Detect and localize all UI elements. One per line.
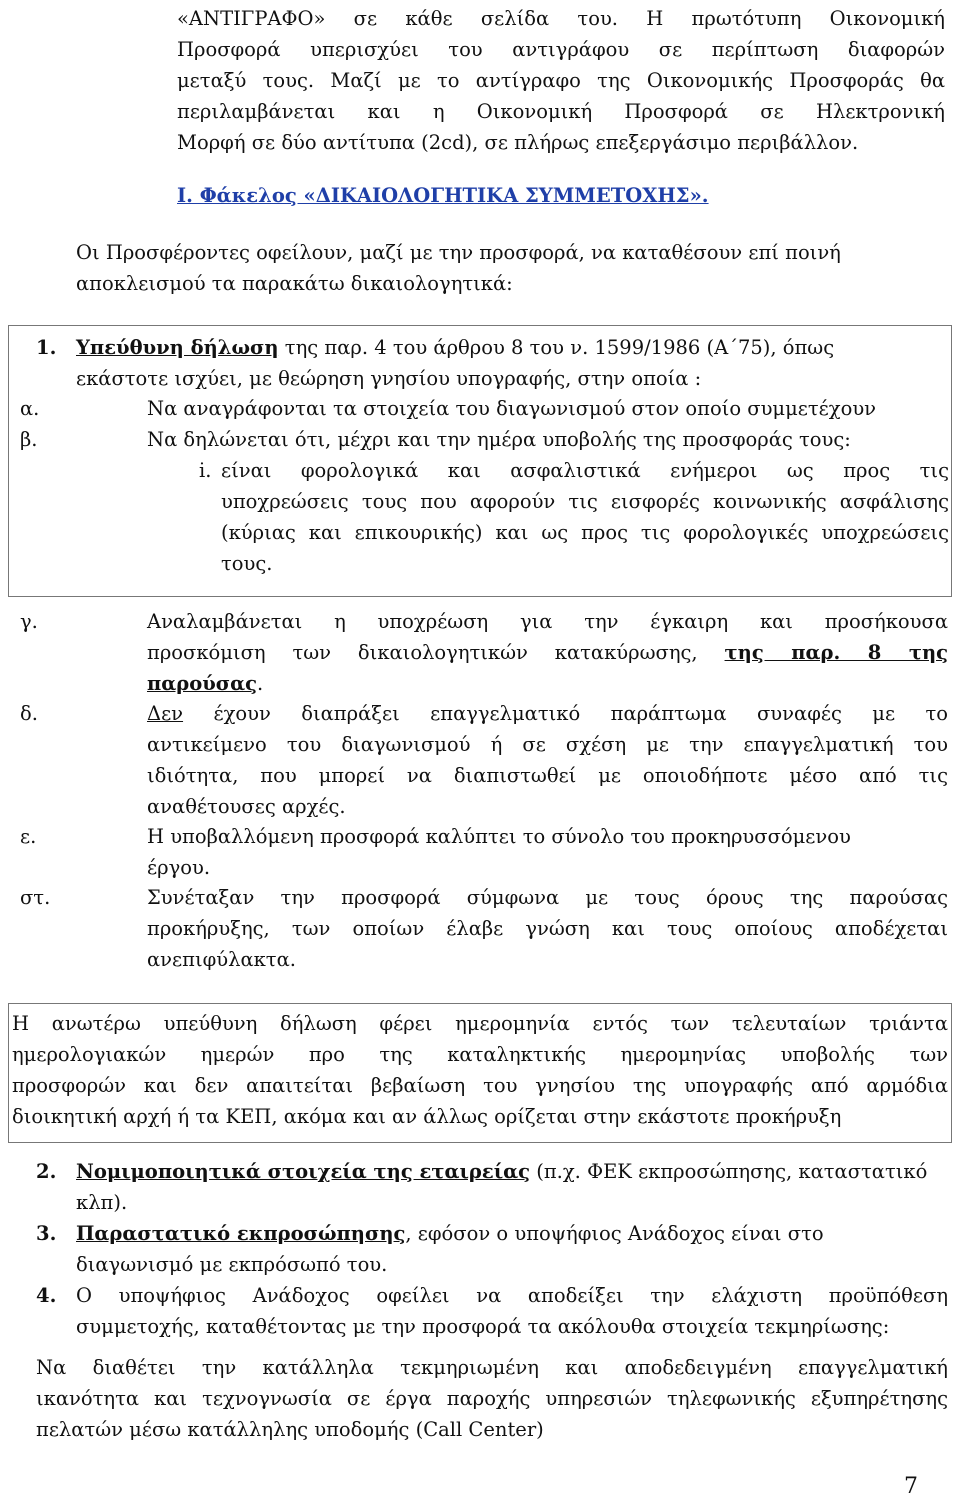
sub-a-text: Να αναγράφονται τα στοιχεία του διαγωνισμού στον οποίο συμμετέχουν	[147, 397, 877, 420]
item-2-line	[76, 1156, 948, 1187]
note-box-bottom-border	[8, 1142, 952, 1143]
note-box-right-border	[951, 1003, 952, 1143]
item-number: 3.	[36, 1222, 57, 1245]
sub-d-text	[147, 698, 948, 822]
box-right-border	[951, 325, 952, 597]
declaration-note-line: διοικητική αρχή ή τα ΚΕΠ, ακόμα και αν άλλως ορίζεται στην εκάστοτε προκήρυξη	[12, 1105, 842, 1128]
sub-st-line: Συνέταξαν την προσφορά σύμφωνα με τους όρους της παρούσας	[147, 886, 948, 909]
sub-e-text	[147, 821, 948, 883]
sub-label: i.	[199, 459, 212, 482]
sub-e-line: έργου.	[147, 856, 211, 879]
sub-c-text	[147, 606, 948, 699]
sub-d-underlined: Δεν	[147, 702, 184, 725]
item-number: 2.	[36, 1160, 57, 1183]
declaration-note-line: Η ανωτέρω υπεύθυνη δήλωση φέρει ημερομηνία εντός των τελευταίων τριάντα	[12, 1012, 948, 1035]
sub-c-line	[147, 637, 948, 668]
item-4-line: συμμετοχής, καταθέτοντας με την προσφορά τα ακόλουθα στοιχεία τεκμηρίωσης:	[76, 1315, 890, 1338]
sub-d-line: αντικείμενο του διαγωνισμού ή σε σχέση με την επαγγελματική του	[147, 733, 948, 756]
sub-st-line: ανεπιφύλακτα.	[147, 948, 296, 971]
sub-label: ε.	[20, 825, 37, 848]
item-1-rest: της παρ. 4 του άρθρου 8 του ν. 1599/1986 (Α΄75), όπως	[278, 336, 835, 359]
item-3-line	[76, 1218, 948, 1249]
item-4	[76, 1280, 948, 1342]
section-intro-line: Οι Προσφέροντες οφείλουν, μαζί με την προσφορά, να καταθέσουν επί ποινή	[76, 241, 841, 264]
sub-label: στ.	[20, 886, 51, 909]
sub-d-line: ιδιότητα, που μπορεί να διαπιστωθεί με οποιοδήποτε μέσο από τις	[147, 764, 948, 787]
sub-d-line: αναθέτουσες αρχές.	[147, 795, 346, 818]
item-2-rest: (π.χ. ΦΕΚ εκπροσώπησης, καταστατικό	[530, 1160, 928, 1183]
note-box-top-border	[8, 1003, 952, 1004]
sub-label: δ.	[20, 702, 38, 725]
intro-line: Προσφορά υπερισχύει του αντιγράφου σε περίπτωση διαφορών	[177, 38, 945, 61]
sub-c-bold-part: της παρ. 8 της	[724, 641, 948, 664]
sub-c-line	[147, 668, 948, 699]
item-2-line: κλπ).	[76, 1191, 128, 1214]
intro-line: μεταξύ τους. Μαζί με το αντίγραφο της Οικονομικής Προσφοράς θα	[177, 69, 945, 92]
intro-line: Μορφή σε δύο αντίτυπα (2cd), σε πλήρως επεξεργάσιμο περιβάλλον.	[177, 131, 859, 154]
section-intro-line: αποκλεισμού τα παρακάτω δικαιολογητικά:	[76, 272, 513, 295]
closing-line: Να διαθέτει την κατάλληλα τεκμηριωμένη και αποδεδειγμένη επαγγελματική	[36, 1356, 948, 1379]
item-1-line	[76, 332, 946, 363]
intro-paragraph	[177, 3, 945, 158]
intro-line: περιλαμβάνεται και η Οικονομική Προσφορά σε Ηλεκτρονική	[177, 100, 945, 123]
declaration-note-line: ημερολογιακών ημερών προ της καταληκτικής ημερομηνίας υποβολής των	[12, 1043, 948, 1066]
sub-b-i-line: (κύριας και επικουρικής) και ως προς τις φορολογικές υποχρεώσεις	[221, 521, 949, 544]
intro-line: «ΑΝΤΙΓΡΑΦΟ» σε κάθε σελίδα του. Η πρωτότυπη Οικονομική	[177, 7, 945, 30]
sub-d-line	[147, 698, 948, 729]
sub-e-line: Η υποβαλλόμενη προσφορά καλύπτει το σύνολο του προκηρυσσόμενου	[147, 825, 851, 848]
sub-b-i-line: τους.	[221, 552, 273, 575]
declaration-note-line: προσφορών και δεν απαιτείται βεβαίωση του γνησίου της υπογραφής από αρμόδια	[12, 1074, 948, 1097]
declaration-note	[12, 1008, 948, 1132]
item-3-rest: , εφόσον ο υποψήφιος Ανάδοχος είναι στο	[405, 1222, 824, 1245]
item-number: 1.	[36, 336, 57, 359]
box-bottom-border	[8, 596, 952, 597]
sub-label: α.	[20, 397, 40, 420]
sub-c-line: Αναλαμβάνεται η υποχρέωση για την έγκαιρη και προσήκουσα	[147, 610, 948, 633]
sub-c-text-part: .	[257, 672, 264, 695]
sub-label: γ.	[20, 610, 38, 633]
sub-st-text	[147, 882, 948, 975]
closing-line: ικανότητα και τεχνογνωσία σε έργα παροχής υπηρεσιών τηλεφωνικής εξυπηρέτησης	[36, 1387, 948, 1410]
item-number: 4.	[36, 1284, 57, 1307]
sub-st-line: προκήρυξης, των οποίων έλαβε γνώση και τους οποίους αποδέχεται	[147, 917, 948, 940]
sub-d-text-part: έχουν διαπράξει επαγγελματικό παράπτωμα συναφές με το	[183, 702, 948, 725]
section-heading: Ι. Φάκελος «ΔΙΚΑΙΟΛΟΓΗΤΙΚΑ ΣΥΜΜΕΤΟΧΗΣ».	[177, 184, 709, 207]
item-1-line: εκάστοτε ισχύει, με θεώρηση γνησίου υπογραφής, στην οποία :	[76, 367, 702, 390]
item-1	[76, 332, 946, 394]
item-2	[76, 1156, 948, 1218]
sub-b-i-line: υποχρεώσεις τους που αφορούν τις εισφορές κοινωνικής ασφάλισης	[221, 490, 949, 513]
closing-line: πελατών μέσω κατάλληλης υποδομής (Call Center)	[36, 1418, 544, 1441]
closing-paragraph	[36, 1352, 948, 1445]
note-box-left-border	[8, 1003, 9, 1143]
sub-c-bold-part: παρούσας	[147, 672, 258, 695]
box-top-border	[8, 325, 952, 326]
sub-label: β.	[20, 428, 38, 451]
item-1-bold: Υπεύθυνη δήλωση	[76, 336, 279, 359]
sub-c-text-part: προσκόμιση των δικαιολογητικών κατακύρωσης,	[147, 641, 698, 664]
section-intro	[76, 237, 946, 299]
sub-b-i-text	[221, 455, 949, 579]
box-left-border	[8, 325, 9, 597]
item-4-line: Ο υποψήφιος Ανάδοχος οφείλει να αποδείξει την ελάχιστη προϋπόθεση	[76, 1284, 948, 1307]
item-3	[76, 1218, 948, 1280]
item-3-bold: Παραστατικό εκπροσώπησης	[76, 1222, 406, 1245]
sub-b-text: Να δηλώνεται ότι, μέχρι και την ημέρα υποβολής της προσφοράς τους:	[147, 428, 851, 451]
page-number: 7	[904, 1474, 918, 1499]
item-3-line: διαγωνισμό με εκπρόσωπό του.	[76, 1253, 388, 1276]
item-2-bold: Νομιμοποιητικά στοιχεία της εταιρείας	[76, 1160, 531, 1183]
sub-b-i-line: είναι φορολογικά και ασφαλιστικά ενήμεροι ως προς τις	[221, 459, 949, 482]
